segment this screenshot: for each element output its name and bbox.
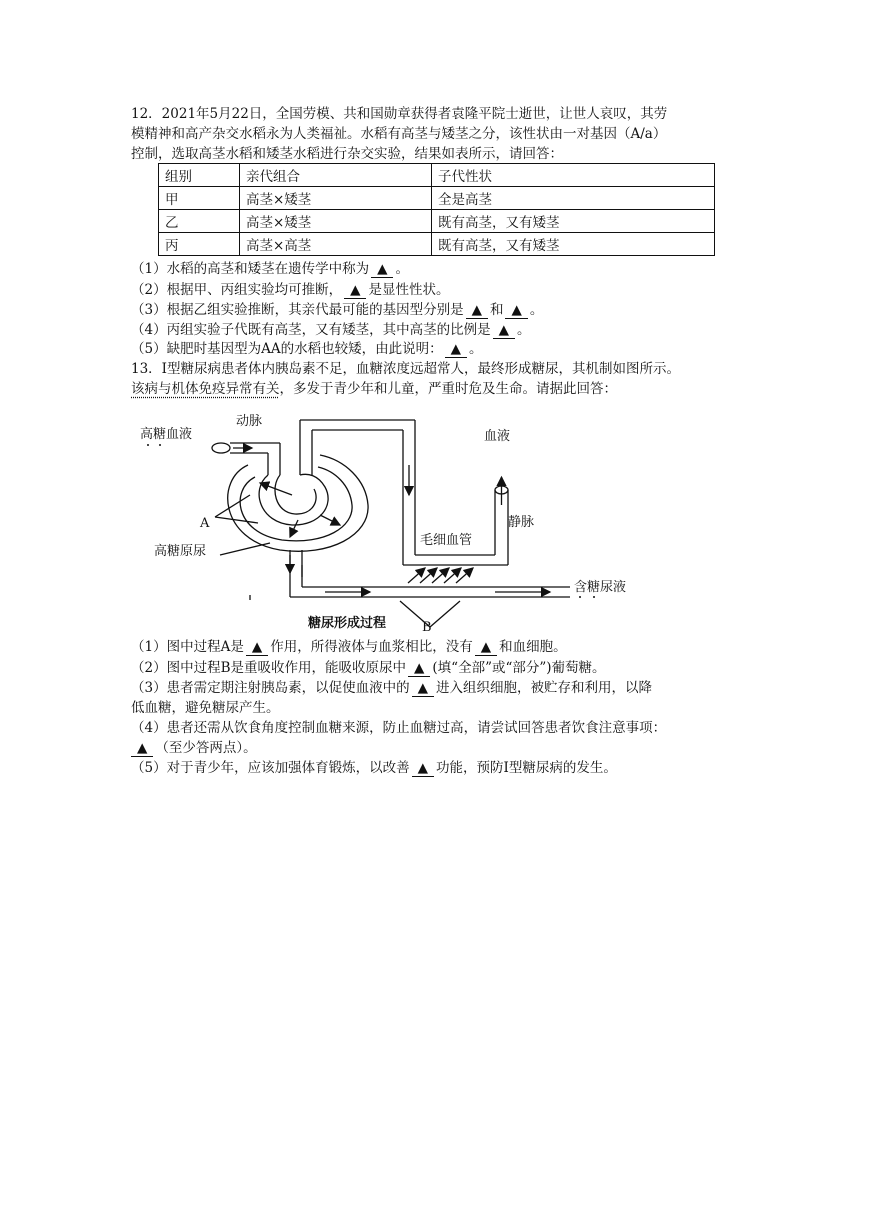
q13-sub-3-cont: 低血糖，避免糖尿产生。 — [131, 700, 280, 716]
q12-sub-2-text: （2）根据甲、丙组实验均可推断， — [131, 282, 343, 298]
q13-emphasis-text: 该病与机体免疫异常有关 — [131, 381, 280, 397]
q12-stem-line-1: 12．2021年5月22日，全国劳模、共和国勋章获得者袁隆平院士逝世，让世人哀叹，其劳 — [131, 106, 668, 122]
answer-blank[interactable]: ▲ — [412, 760, 434, 777]
q13-sub-3 — [131, 678, 652, 698]
table-cell: 全是高茎 — [432, 187, 715, 210]
table-cell: 高茎×矮茎 — [240, 210, 432, 233]
table-cell: 既有高茎，又有矮茎 — [432, 210, 715, 233]
table-cell: 高茎×矮茎 — [240, 187, 432, 210]
table-cell: 高茎×高茎 — [240, 233, 432, 256]
q12-sub-3-end: 。 — [529, 302, 544, 318]
q13-sub-4: （4）患者还需从饮食角度控制血糖来源，防止血糖过高，请尝试回答患者饮食注意事项： — [131, 720, 667, 736]
answer-blank[interactable]: ▲ — [475, 639, 497, 656]
table-cell: 丙 — [159, 233, 240, 256]
q13-sub-1-text: （1）图中过程A是 — [131, 639, 244, 655]
q13-sub-5 — [131, 758, 617, 778]
q13-sub-2-text: （2）图中过程B是重吸收作用，能吸收原尿中 — [131, 660, 407, 676]
q13-sub-1-end: 和血细胞。 — [499, 639, 567, 655]
q12-sub-4 — [131, 320, 530, 340]
answer-blank[interactable]: ▲ — [466, 302, 488, 319]
label-artery: 动脉 — [236, 414, 263, 429]
label-capillary: 毛细血管 — [420, 533, 473, 548]
q13-sub-4-cont — [131, 738, 257, 758]
answer-blank[interactable]: ▲ — [412, 680, 434, 697]
table-header-row — [159, 164, 715, 187]
q13-stem-line-2 — [131, 379, 617, 399]
label-process-a: A — [200, 516, 210, 531]
q12-sub-1 — [131, 259, 409, 279]
label-sugar-urine: 含糖尿液 — [574, 580, 627, 595]
table-row — [159, 233, 715, 256]
table-cell: 甲 — [159, 187, 240, 210]
q13-stem-line-2-rest: ，多发于青少年和儿童，严重时危及生命。请据此回答： — [279, 381, 617, 397]
urine-formation-diagram — [130, 405, 650, 635]
q12-sub-5-text: （5）缺肥时基因型为AA的水稻也较矮，由此说明： — [131, 341, 443, 357]
table-row — [159, 210, 715, 233]
q12-sub-4-end: 。 — [516, 322, 531, 338]
answer-blank[interactable]: ▲ — [344, 282, 366, 299]
cross-result-table — [158, 163, 715, 256]
diagram-caption: 糖尿形成过程 — [308, 616, 387, 631]
q13-sub-5-end: 功能，预防Ⅰ型糖尿病的发生。 — [435, 760, 617, 776]
answer-blank[interactable]: ▲ — [371, 261, 393, 278]
q13-sub-4-end: （至少答两点）。 — [155, 740, 257, 756]
table-cell: 既有高茎，又有矮茎 — [432, 233, 715, 256]
label-high-sugar-blood: 高糖血液 — [140, 427, 193, 442]
q12-sub-5 — [131, 339, 482, 359]
q13-sub-1 — [131, 637, 567, 657]
label-high-sugar-primary-urine: 高糖原尿 — [154, 544, 207, 559]
q13-stem-line-1: 13．Ⅰ型糖尿病患者体内胰岛素不足，血糖浓度远超常人，最终形成糖尿，其机制如图所示。 — [131, 361, 681, 377]
answer-blank[interactable]: ▲ — [131, 740, 153, 757]
q13-sub-1-mid: 作用，所得液体与血浆相比，没有 — [270, 639, 473, 655]
q12-sub-2 — [131, 280, 449, 300]
answer-blank[interactable]: ▲ — [408, 660, 430, 677]
q12-sub-4-text: （4）丙组实验子代既有高茎，又有矮茎，其中高茎的比例是 — [131, 322, 491, 338]
q12-sub-1-end: 。 — [395, 261, 409, 277]
q13-sub-3-end: 进入组织细胞，被贮存和利用，以降 — [435, 680, 652, 696]
table-row — [159, 187, 715, 210]
q12-sub-3 — [131, 300, 543, 320]
q13-sub-2-end: (填“全部”或“部分”)葡萄糖。 — [432, 660, 606, 676]
label-blood: 血液 — [484, 429, 511, 444]
answer-blank[interactable]: ▲ — [445, 341, 467, 358]
answer-blank[interactable]: ▲ — [493, 322, 515, 339]
q12-stem-line-3: 控制，选取高茎水稻和矮茎水稻进行杂交实验，结果如表所示，请回答： — [131, 146, 563, 162]
answer-blank[interactable]: ▲ — [246, 639, 268, 656]
q12-sub-1-text: （1）水稻的高茎和矮茎在遗传学中称为 — [131, 261, 370, 277]
q12-sub-3-text: （3）根据乙组实验推断，其亲代最可能的基因型分别是 — [131, 302, 464, 318]
q12-stem-line-2: 模精神和高产杂交水稻永为人类福祉。水稻有高茎与矮茎之分，该性状由一对基因（A/a） — [131, 126, 667, 142]
q13-sub-5-text: （5）对于青少年，应该加强体育锻炼，以改善 — [131, 760, 410, 776]
label-vein: 静脉 — [508, 515, 535, 530]
answer-blank[interactable]: ▲ — [505, 302, 527, 319]
table-header-cell: 亲代组合 — [240, 164, 432, 187]
q13-sub-2 — [131, 658, 606, 678]
table-header-cell: 子代性状 — [432, 164, 715, 187]
table-header-cell: 组别 — [159, 164, 240, 187]
q12-sub-2-end: 是显性性状。 — [368, 282, 450, 298]
q12-sub-5-end: 。 — [468, 341, 483, 357]
q13-sub-3-text: （3）患者需定期注射胰岛素，以促使血液中的 — [131, 680, 410, 696]
label-process-b: B — [422, 620, 432, 635]
table-cell: 乙 — [159, 210, 240, 233]
q12-sub-3-and: 和 — [489, 302, 504, 318]
